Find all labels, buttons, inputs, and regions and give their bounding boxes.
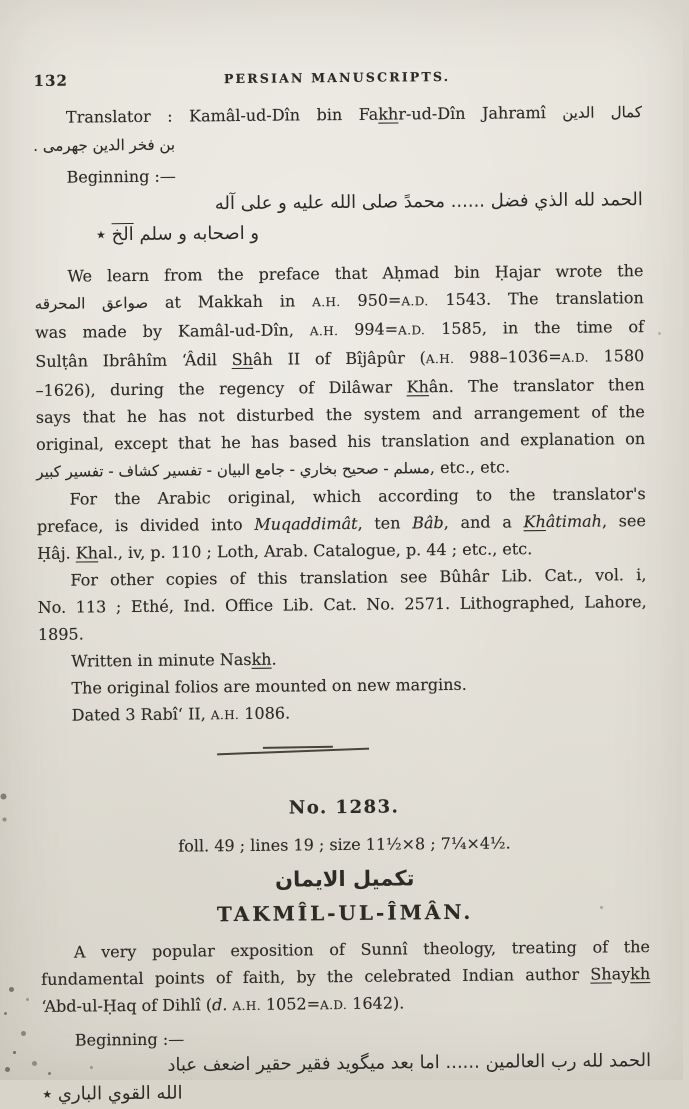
text-segment: foll. 49 ; lines 19 ; size 11½×8 ; 7¼×4½.: [178, 833, 511, 856]
paragraph-arabic-original: [37, 480, 647, 567]
text-segment: Sh: [590, 964, 612, 984]
arabic-text-segment: صواعق المحرقه: [34, 293, 149, 313]
paragraph-description: [41, 933, 651, 1022]
entry-1283: [40, 793, 652, 1109]
arabic-quote-line: [96, 215, 643, 250]
text-segment: kh: [378, 104, 399, 124]
text-segment: A.H.: [232, 998, 261, 1014]
text-segment: ٭: [95, 224, 112, 246]
translator-line: [33, 98, 642, 132]
text-segment: 950=: [340, 290, 402, 311]
text-segment: A.H.: [309, 324, 339, 339]
text-segment: kh: [251, 649, 272, 669]
text-segment: A.D.: [561, 350, 589, 365]
text-segment: ân. The translator then: [428, 375, 645, 397]
text-segment: 1543. The translation: [428, 288, 644, 310]
title-arabic: تكميل الايمان: [274, 866, 415, 892]
text-segment: 1052=: [260, 994, 321, 1014]
text-segment: Kh: [75, 543, 99, 563]
text-segment: 1895.: [37, 624, 84, 644]
text-segment: A.H.: [312, 295, 341, 310]
text-segment: 1642).: [347, 993, 405, 1013]
text-segment: âh II of Bîjâpûr (: [252, 348, 426, 369]
text-segment: الخ: [111, 223, 134, 246]
text-segment: 994=: [338, 319, 399, 340]
text-segment: 1580: [588, 346, 645, 366]
text-segment: Written in minute Nas: [71, 649, 252, 671]
beginning-label: Beginning :—: [66, 166, 176, 187]
text-segment: Sh: [231, 349, 254, 370]
text-segment: Muqaddimât: [254, 513, 358, 534]
page-number: 132: [33, 71, 69, 90]
text-segment: preface, is divided into: [36, 514, 255, 536]
text-segment: Sulṭân Ibrâhîm ʻÂdil: [35, 350, 232, 371]
text-line: [41, 987, 650, 1022]
entry-previous: [33, 98, 648, 731]
text-segment: ay: [611, 964, 631, 984]
text-segment: We learn from the preface that Aḥmad bin Ḥajar wrote the: [67, 261, 644, 286]
entry-divider-rule: [217, 748, 369, 756]
text-segment: r-ud-Dîn Jahramî: [398, 102, 563, 124]
text-segment: , etc., etc.: [429, 457, 511, 478]
beginning-label: Beginning :—: [74, 1029, 185, 1050]
text-segment: For the Arabic original, which according to the translator's: [69, 484, 646, 509]
text-segment: Ḥâj.: [37, 543, 76, 563]
text-segment: 988–1036=: [454, 346, 562, 367]
text-segment: âtimah: [545, 511, 603, 532]
text-segment: A.H.: [425, 351, 455, 367]
text-segment: A very popular exposition of Sunnî theology, treating of the: [73, 937, 651, 962]
text-segment: kh: [630, 964, 651, 984]
text-segment: fundamental points of faith, by the celebrated Indian author: [41, 964, 591, 989]
text-segment: –1626), during the regency of Dilâwar: [35, 377, 407, 400]
running-header: [33, 65, 642, 91]
text-segment: Translator : Kamâl-ud-Dîn bin Fa: [65, 104, 379, 127]
text-segment: al., iv, p. 110 ; Loth, Arab. Catalogue, p. 44 ; etc., etc.: [97, 539, 533, 563]
text-segment: , see: [601, 511, 646, 531]
translator-line-arabic: بن فخر الدين جهرمى .: [33, 135, 176, 155]
entry-number-heading: No. 1283.: [288, 796, 400, 819]
text-segment: at Makkah in: [147, 291, 313, 312]
text-segment: A.H.: [210, 707, 240, 723]
text-segment: A.D.: [320, 997, 348, 1013]
text-segment: , and a: [443, 512, 524, 533]
text-segment: original, except that he has based his translation and explanation on: [36, 429, 646, 454]
collation-line: [40, 828, 649, 861]
text-segment: 1086.: [239, 703, 291, 723]
text-segment: For other copies of this translation see Bûhâr Lib. Cat., vol. i,: [70, 565, 647, 590]
text-segment: , ten: [357, 513, 413, 533]
arabic-quote-line: الله القوي الباري ٭: [42, 1082, 183, 1105]
text-segment: No. 113 ; Ethé, Ind. Office Lib. Cat. No. 2571. Lithographed, Lahore,: [37, 592, 647, 617]
text-segment: Kh: [523, 512, 546, 532]
paragraph-other-copies: [37, 561, 647, 648]
paragraph-preface: [34, 257, 645, 486]
text-segment: Bâb: [412, 513, 444, 533]
text-segment: The original folios are mounted on new margins.: [71, 674, 467, 698]
text-segment: 1585, in the time of: [425, 317, 645, 339]
text-segment: A.D.: [398, 323, 426, 338]
arabic-quote-line: الحمد لله الذي فضل ...... محمدً صلى الله عليه و على آله: [214, 189, 643, 215]
arabic-text-segment: كمال الدين: [562, 103, 643, 122]
running-title: PERSIAN MANUSCRIPTS.: [223, 68, 451, 87]
text-segment: says that he has not disturbed the system and arrangement of the: [35, 402, 645, 427]
text-segment: و اصحابه و سلم: [133, 222, 260, 245]
arabic-quote-line: الحمد لله رب العالمين ...... اما بعد ميگويد فقير حقير اضعف عباد: [167, 1050, 652, 1076]
text-segment: Dated 3 Rabîʻ II,: [71, 704, 211, 725]
arabic-text-segment: مسلم - صحيح بخاري - جامع البيان - تفسير كشاف - تفسير كبير: [36, 459, 430, 481]
title-transliterated: TAKMÎL-UL-ÎMÂN.: [216, 899, 474, 927]
text-segment: was made by Kamâl-ud-Dîn,: [34, 320, 310, 342]
text-segment: A.D.: [401, 294, 429, 309]
text-segment: Kh: [406, 377, 429, 397]
entry-notes: [38, 642, 648, 731]
text-segment: d.: [211, 995, 228, 1015]
text-segment: .: [271, 649, 277, 669]
text-segment: ʻAbd-ul-Ḥaq of Dihlî (: [41, 995, 213, 1016]
text-line: [39, 696, 648, 731]
